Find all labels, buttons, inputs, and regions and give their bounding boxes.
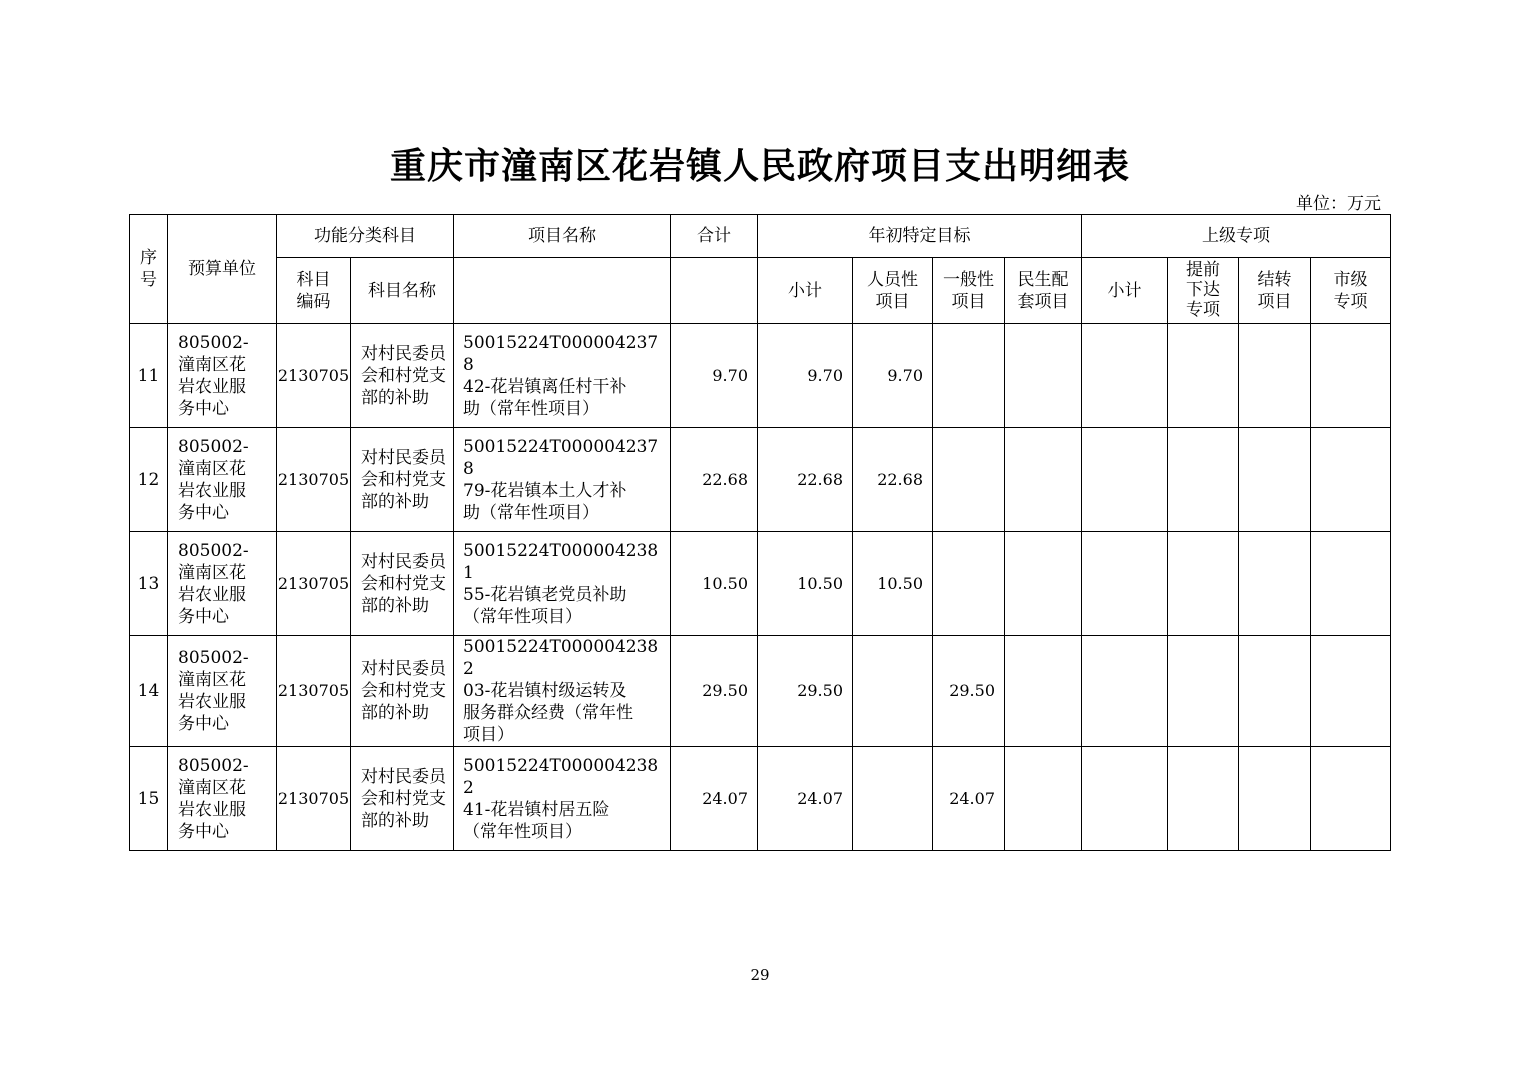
row-annual-livelihood [1005, 747, 1082, 851]
header-superior-carryover [1239, 258, 1311, 324]
table-row [130, 324, 1391, 428]
table-row [130, 636, 1391, 747]
row-annual-personnel [853, 747, 933, 851]
row-subject-code: 2130705 [277, 324, 351, 428]
row-superior-advance [1168, 324, 1239, 428]
row-budget-unit: 805002- 潼南区花 岩农业服 务中心 [168, 636, 277, 747]
row-annual-personnel [853, 636, 933, 747]
row-annual-personnel: 10.50 [853, 532, 933, 636]
row-seq: 13 [130, 532, 168, 636]
header-seq [130, 215, 168, 324]
row-subject-name: 对村民委员 会和村党支 部的补助 [351, 532, 454, 636]
row-superior-city [1311, 428, 1391, 532]
header-total: 合计 [671, 215, 758, 258]
row-project-name: 50015224T0000042382 03-花岩镇村级运转及 服务群众经费（常年性 项目） [454, 636, 671, 747]
row-superior-subtotal [1082, 636, 1168, 747]
row-annual-livelihood [1005, 428, 1082, 532]
header-annual-target: 年初特定目标 [758, 215, 1082, 258]
header-annual-general [933, 258, 1005, 324]
row-superior-carryover [1239, 747, 1311, 851]
row-superior-subtotal [1082, 428, 1168, 532]
row-superior-city [1311, 324, 1391, 428]
row-subject-name: 对村民委员 会和村党支 部的补助 [351, 747, 454, 851]
header-annual-personnel-text: 人员性 项目 [867, 269, 918, 312]
header-annual-general-text: 一般性 项目 [943, 269, 994, 312]
row-subject-code: 2130705 [277, 636, 351, 747]
row-subject-code: 2130705 [277, 747, 351, 851]
row-superior-advance [1168, 532, 1239, 636]
row-subject-name: 对村民委员 会和村党支 部的补助 [351, 324, 454, 428]
row-annual-subtotal: 22.68 [758, 428, 853, 532]
row-superior-city [1311, 747, 1391, 851]
row-seq: 12 [130, 428, 168, 532]
header-budget-unit: 预算单位 [168, 215, 277, 324]
header-subject-name: 科目名称 [351, 258, 454, 324]
row-annual-subtotal: 9.70 [758, 324, 853, 428]
row-project-name: 50015224T0000042382 41-花岩镇村居五险 （常年性项目） [454, 747, 671, 851]
row-superior-city [1311, 636, 1391, 747]
project-expenditure-table [129, 214, 1391, 851]
header-superior-carryover-text: 结转 项目 [1257, 269, 1292, 312]
table-row [130, 747, 1391, 851]
header-seq-text: 序 号 [140, 248, 157, 290]
header-project-name: 项目名称 [454, 215, 671, 258]
page-number: 29 [750, 966, 770, 984]
header-annual-livelihood [1005, 258, 1082, 324]
row-total: 24.07 [671, 747, 758, 851]
header-annual-personnel [853, 258, 933, 324]
header-total-blank [671, 258, 758, 324]
row-annual-livelihood [1005, 324, 1082, 428]
row-superior-subtotal [1082, 324, 1168, 428]
row-total: 29.50 [671, 636, 758, 747]
row-budget-unit: 805002- 潼南区花 岩农业服 务中心 [168, 747, 277, 851]
row-budget-unit: 805002- 潼南区花 岩农业服 务中心 [168, 532, 277, 636]
table-row [130, 532, 1391, 636]
row-seq: 11 [130, 324, 168, 428]
header-superior-advance [1168, 258, 1239, 324]
table-row [130, 428, 1391, 532]
row-annual-general: 29.50 [933, 636, 1005, 747]
row-superior-carryover [1239, 532, 1311, 636]
row-subject-code: 2130705 [277, 428, 351, 532]
row-annual-personnel: 22.68 [853, 428, 933, 532]
row-subject-code: 2130705 [277, 532, 351, 636]
row-superior-subtotal [1082, 747, 1168, 851]
header-superior-city [1311, 258, 1391, 324]
unit-label: 单位：万元 [1296, 194, 1381, 214]
row-annual-personnel: 9.70 [853, 324, 933, 428]
row-budget-unit: 805002- 潼南区花 岩农业服 务中心 [168, 324, 277, 428]
row-annual-livelihood [1005, 636, 1082, 747]
row-annual-subtotal: 10.50 [758, 532, 853, 636]
row-total: 22.68 [671, 428, 758, 532]
row-project-name: 50015224T0000042378 79-花岩镇本土人才补 助（常年性项目） [454, 428, 671, 532]
row-annual-general: 24.07 [933, 747, 1005, 851]
row-budget-unit: 805002- 潼南区花 岩农业服 务中心 [168, 428, 277, 532]
header-row-1 [130, 215, 1391, 258]
row-superior-carryover [1239, 324, 1311, 428]
header-subject-code-text: 科目 编码 [296, 269, 331, 312]
row-annual-general [933, 532, 1005, 636]
row-annual-subtotal: 29.50 [758, 636, 853, 747]
row-superior-subtotal [1082, 532, 1168, 636]
row-annual-general [933, 428, 1005, 532]
header-func-category: 功能分类科目 [277, 215, 454, 258]
row-seq: 15 [130, 747, 168, 851]
row-superior-advance [1168, 428, 1239, 532]
header-subject-code [277, 258, 351, 324]
row-superior-advance [1168, 636, 1239, 747]
row-superior-carryover [1239, 428, 1311, 532]
page-title: 重庆市潼南区花岩镇人民政府项目支出明细表 [389, 145, 1130, 187]
header-project-name-blank [454, 258, 671, 324]
row-total: 9.70 [671, 324, 758, 428]
header-annual-subtotal: 小计 [758, 258, 853, 324]
row-subject-name: 对村民委员 会和村党支 部的补助 [351, 636, 454, 747]
header-row-2 [130, 258, 1391, 324]
row-seq: 14 [130, 636, 168, 747]
row-superior-carryover [1239, 636, 1311, 747]
row-superior-advance [1168, 747, 1239, 851]
header-superior-advance-text: 提前 下达 专项 [1186, 260, 1220, 320]
header-superior: 上级专项 [1082, 215, 1391, 258]
row-project-name: 50015224T0000042381 55-花岩镇老党员补助 （常年性项目） [454, 532, 671, 636]
row-superior-city [1311, 532, 1391, 636]
row-annual-subtotal: 24.07 [758, 747, 853, 851]
header-annual-livelihood-text: 民生配 套项目 [1017, 269, 1069, 312]
header-superior-city-text: 市级 专项 [1333, 269, 1368, 312]
row-total: 10.50 [671, 532, 758, 636]
header-superior-subtotal: 小计 [1082, 258, 1168, 324]
row-annual-livelihood [1005, 532, 1082, 636]
row-project-name: 50015224T0000042378 42-花岩镇离任村干补 助（常年性项目） [454, 324, 671, 428]
row-subject-name: 对村民委员 会和村党支 部的补助 [351, 428, 454, 532]
row-annual-general [933, 324, 1005, 428]
